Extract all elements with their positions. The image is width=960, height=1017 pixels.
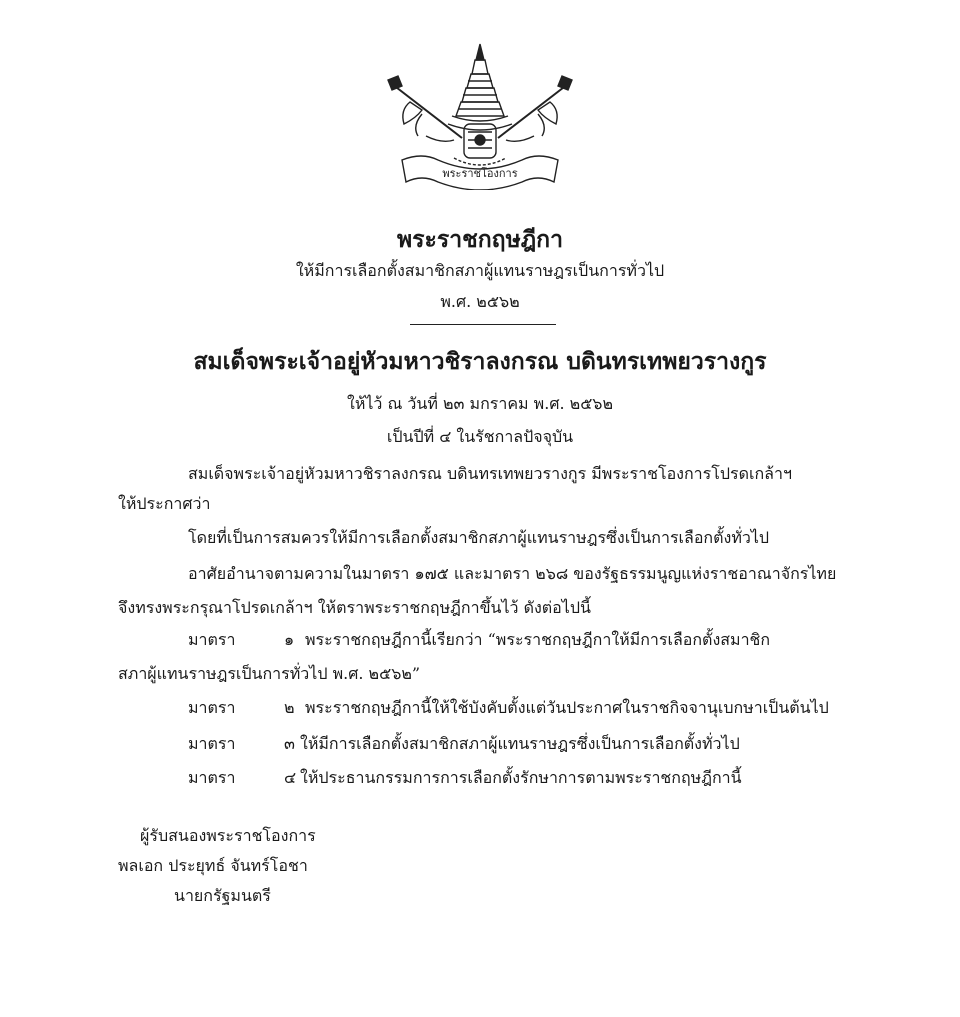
article-1-continuation: สภาผู้แทนราษฎรเป็นการทั่วไป พ.ศ. ๒๕๖๒” <box>118 664 421 683</box>
article-label: มาตรา <box>188 768 236 787</box>
given-date: ให้ไว้ ณ วันที่ ๒๓ มกราคม พ.ศ. ๒๕๖๒ <box>347 394 613 413</box>
article-text: พระราชกฤษฎีกานี้ให้ใช้บังคับตั้งแต่วันประกาศในราชกิจจานุเบกษาเป็นต้นไป <box>305 698 829 717</box>
countersign-label: ผู้รับสนองพระราชโองการ <box>140 826 316 845</box>
article-label: มาตรา <box>188 734 236 753</box>
article-label: มาตรา <box>188 630 236 649</box>
article-text: พระราชกฤษฎีกานี้เรียกว่า “พระราชกฤษฎีกาให้มีการเลือกตั้งสมาชิก <box>305 630 771 649</box>
intro-line-1: สมเด็จพระเจ้าอยู่หัวมหาวชิราลงกรณ บดินทรเทพยวรางกูร มีพระราชโองการโปรดเกล้าฯ <box>188 464 792 483</box>
reign-year: เป็นปีที่ ๔ ในรัชกาลปัจจุบัน <box>386 427 574 446</box>
king-name: สมเด็จพระเจ้าอยู่หัวมหาวชิราลงกรณ บดินทรเทพยวรางกูร <box>193 348 767 375</box>
article-number: ๓ <box>284 734 295 753</box>
article-text: ให้ประธานกรรมการการเลือกตั้งรักษาการตามพระราชกฤษฎีกานี้ <box>300 768 742 787</box>
article-4 <box>188 766 848 790</box>
intro-line-2: ให้ประกาศว่า <box>118 494 211 513</box>
emblem-banner-text: พระราชโองการ <box>442 167 518 180</box>
decree-year: พ.ศ. ๒๕๖๒ <box>440 292 520 311</box>
article-label: มาตรา <box>188 698 236 717</box>
authority-line-1: อาศัยอำนาจตามความในมาตรา ๑๗๕ และมาตรา ๒๖๘ ของรัฐธรรมนูญแห่งราชอาณาจักรไทย <box>188 564 837 583</box>
article-3 <box>188 732 848 756</box>
article-text: ให้มีการเลือกตั้งสมาชิกสภาผู้แทนราษฎรซึ่งเป็นการเลือกตั้งทั่วไป <box>300 734 740 753</box>
article-number: ๒ <box>284 698 295 717</box>
royal-emblem-icon <box>382 40 578 190</box>
decree-subtitle: ให้มีการเลือกตั้งสมาชิกสภาผู้แทนราษฎรเป็นการทั่วไป <box>295 261 665 280</box>
decree-title: พระราชกฤษฎีกา <box>396 226 564 253</box>
whereas-clause: โดยที่เป็นการสมควรให้มีการเลือกตั้งสมาชิกสภาผู้แทนราษฎรซึ่งเป็นการเลือกตั้งทั่วไป <box>188 528 770 547</box>
signatory-name: พลเอก ประยุทธ์ จันทร์โอชา <box>118 856 308 875</box>
signatory-position: นายกรัฐมนตรี <box>174 886 271 905</box>
article-number: ๔ <box>284 768 297 787</box>
authority-line-2: จึงทรงพระกรุณาโปรดเกล้าฯ ให้ตราพระราชกฤษฎีกาขึ้นไว้ ดังต่อไปนี้ <box>118 598 591 617</box>
title-divider <box>410 324 556 325</box>
article-number: ๑ <box>284 630 295 649</box>
article-1 <box>188 628 848 652</box>
article-2 <box>188 696 848 720</box>
